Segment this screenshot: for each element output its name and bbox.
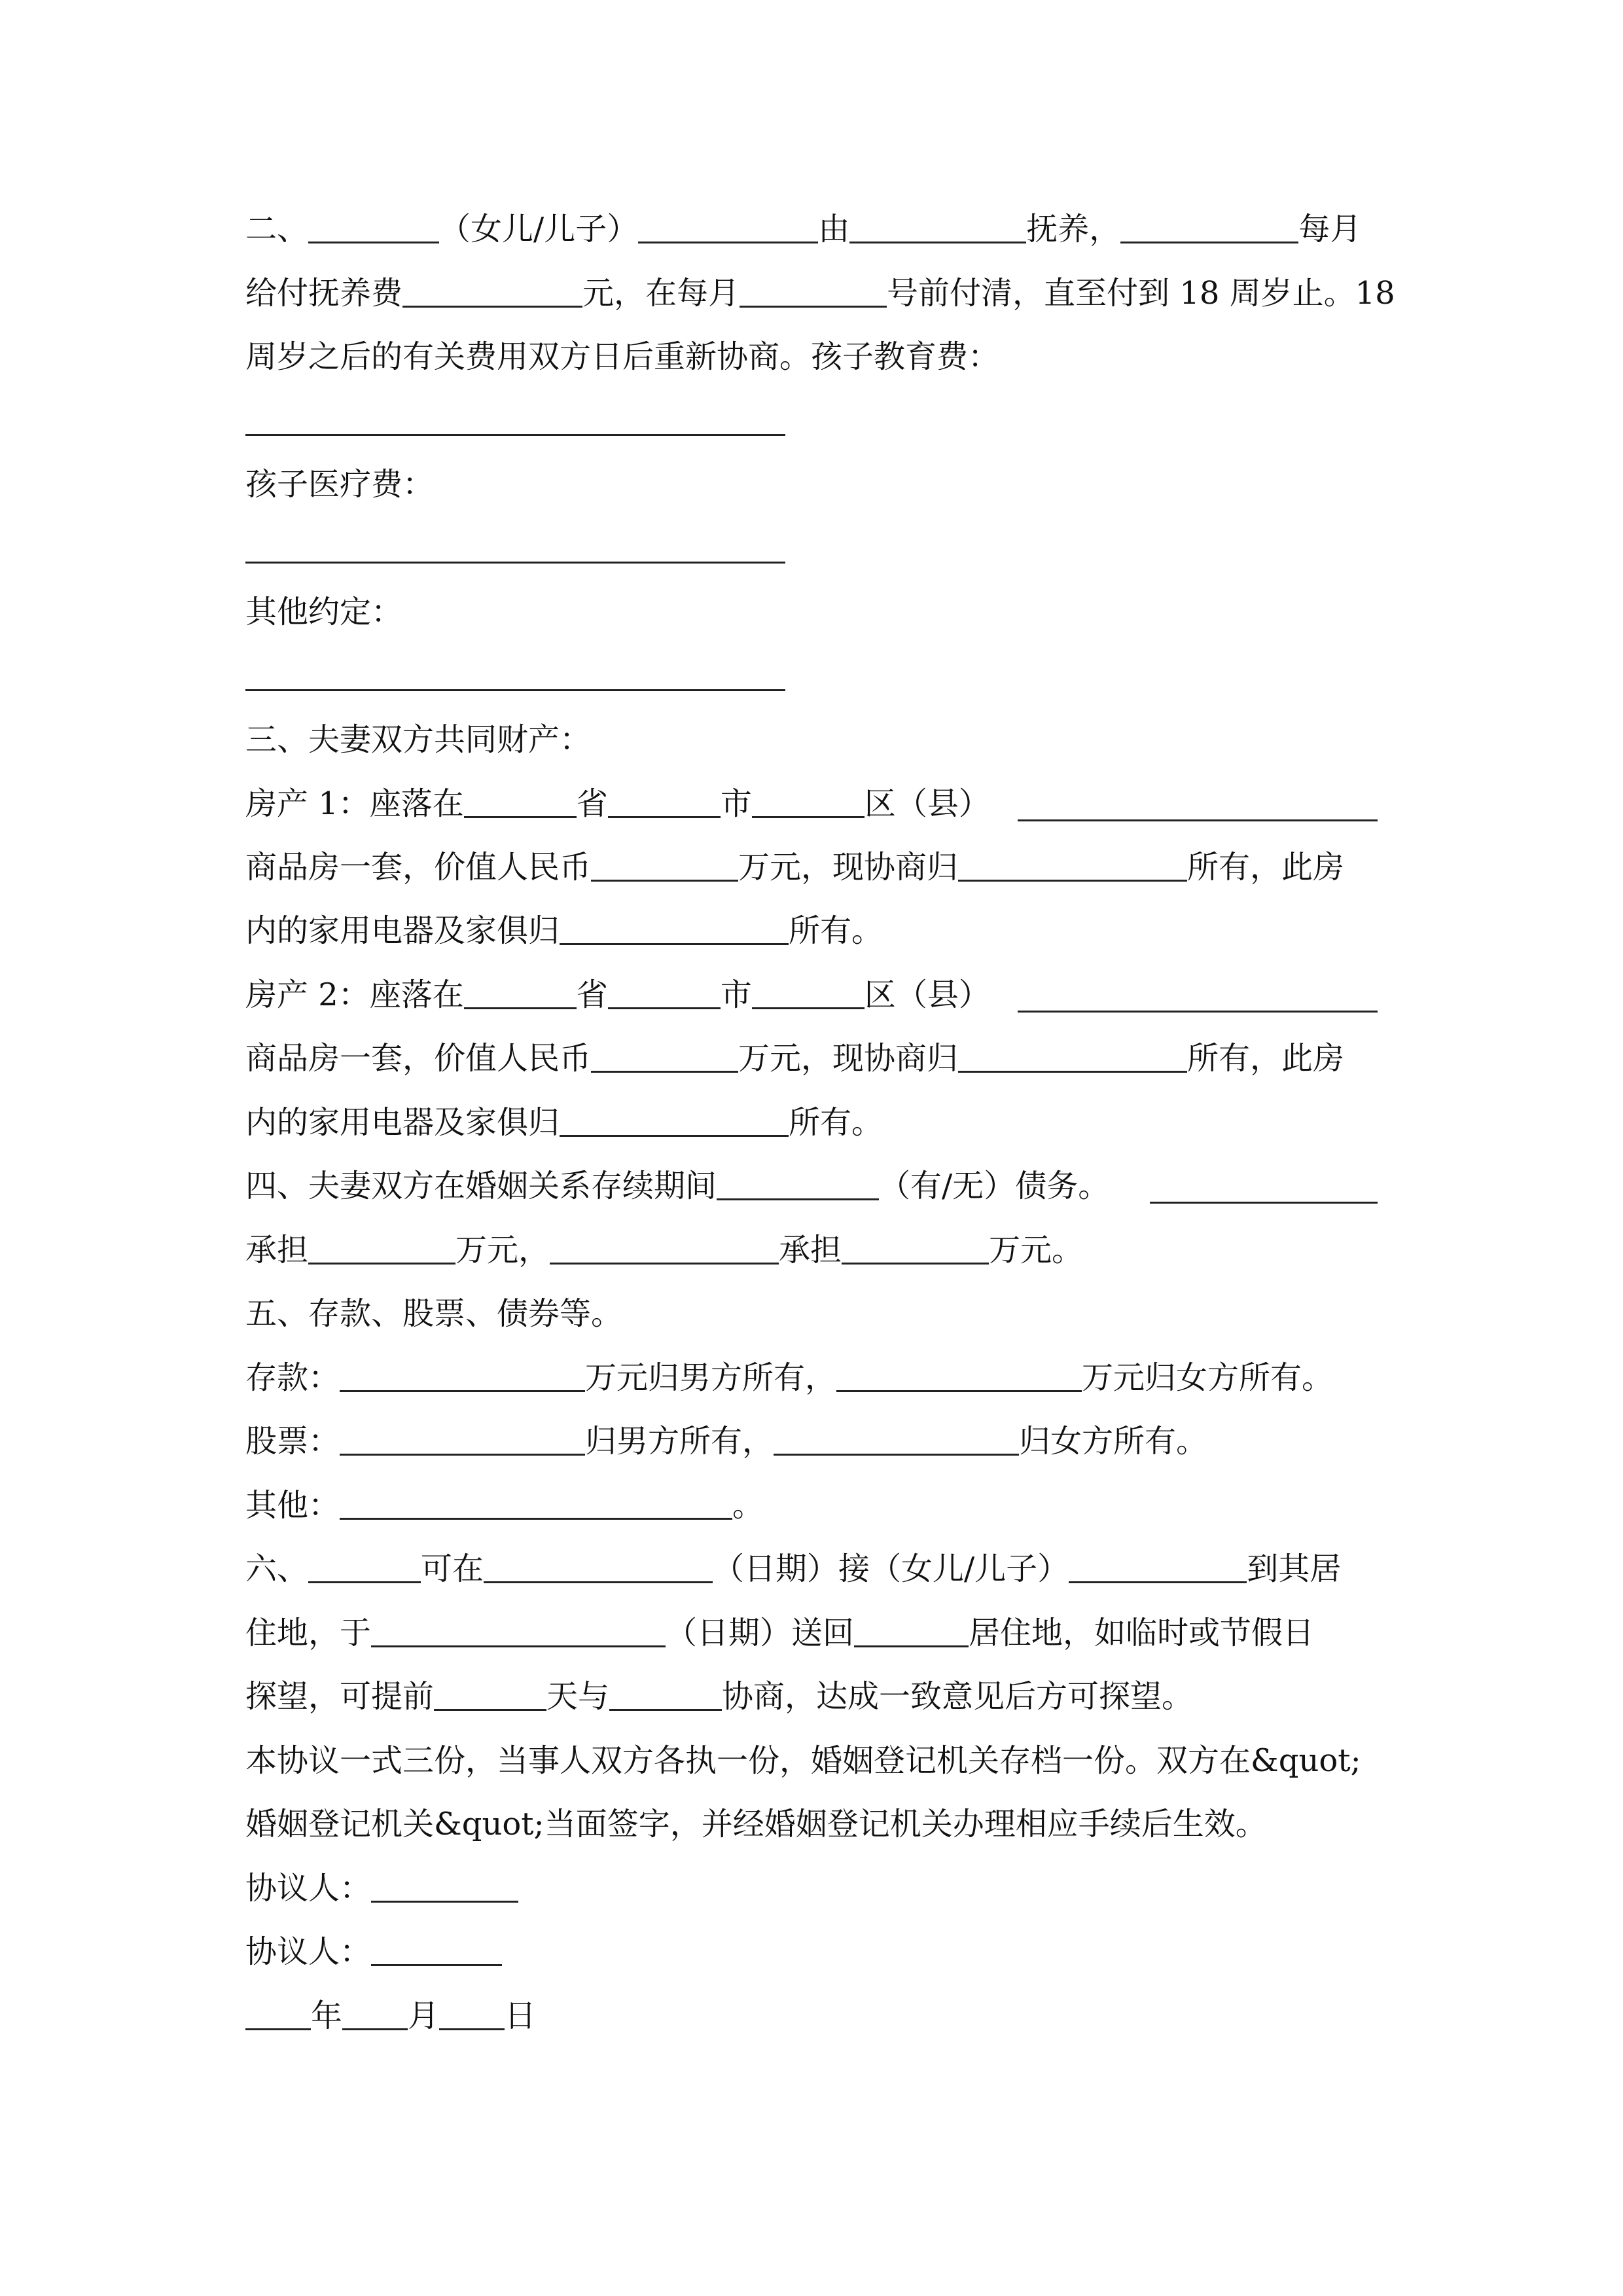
- owner-agreed-label: 万元，现协商归: [738, 1040, 959, 1077]
- blank-property-1-province[interactable]: [464, 786, 577, 818]
- wan-yuan-label: 万元，: [455, 1232, 550, 1268]
- blank-year[interactable]: [245, 1998, 311, 2030]
- blank-child[interactable]: [638, 211, 818, 243]
- blank-property-2-city[interactable]: [608, 977, 721, 1009]
- female-owned-label: 万元归女方所有。: [1082, 1359, 1334, 1396]
- blank-debtor-2[interactable]: [550, 1232, 779, 1265]
- section-6-number: 六、: [245, 1551, 309, 1587]
- custody-line-1: [245, 209, 1361, 249]
- may-label: 可在: [421, 1551, 484, 1587]
- blank-property-1-district[interactable]: [752, 786, 865, 818]
- city-label: 市: [720, 977, 752, 1013]
- monthly-label: 每月: [1298, 211, 1362, 247]
- province-label: 省: [576, 977, 608, 1013]
- section-4-text: 四、夫妻双方在婚姻关系存续期间: [245, 1168, 717, 1204]
- province-label: 省: [576, 785, 608, 822]
- support-fee-label: 给付抚养费: [245, 275, 403, 312]
- blank-return-date[interactable]: [371, 1615, 666, 1647]
- debt-label: （有/无）债务。: [879, 1168, 1110, 1204]
- male-owned-label: 万元归男方所有，: [585, 1359, 837, 1396]
- apartment-value-label: 商品房一套，价值人民币: [245, 849, 592, 886]
- other-label: 其他：: [245, 1487, 340, 1524]
- owned-label: 所有。: [789, 912, 883, 949]
- custody-line-2: [245, 274, 1395, 313]
- blank-property-2-value[interactable]: [591, 1041, 738, 1073]
- raise-label: 抚养，: [1026, 211, 1121, 247]
- blank-property-1-furniture-owner[interactable]: [560, 913, 789, 945]
- stocks-label: 股票：: [245, 1423, 340, 1460]
- visitation-line-1: [245, 1549, 1341, 1588]
- blank-child-visit[interactable]: [1069, 1551, 1247, 1583]
- blank-guardian[interactable]: [849, 211, 1026, 243]
- savings-line: [245, 1358, 1333, 1397]
- blank-other-assets[interactable]: [340, 1488, 732, 1520]
- debt-line: [245, 1166, 1109, 1206]
- pay-until-18-text: 号前付清，直至付到 18 周岁止。18: [887, 275, 1395, 312]
- blank-other-terms[interactable]: [245, 689, 785, 691]
- male-owned-label: 归男方所有，: [585, 1423, 774, 1460]
- signatory-2-line: [245, 1932, 502, 1971]
- education-fee-line: 周岁之后的有关费用双方日后重新协商。孩子教育费：: [245, 338, 1000, 375]
- debt-share-line: [245, 1230, 1083, 1270]
- section-5-heading: 五、存款、股票、债券等。: [245, 1295, 623, 1332]
- blank-debt-amount-2[interactable]: [842, 1232, 989, 1265]
- copies-clause-line-1: 本协议一式三份，当事人双方各执一份，婚姻登记机关存档一份。双方在&quot;: [245, 1742, 1361, 1779]
- blank-property-2-province[interactable]: [464, 977, 577, 1009]
- city-label: 市: [720, 785, 752, 822]
- blank-day[interactable]: [439, 1998, 505, 2030]
- blank-property-2-owner[interactable]: [958, 1041, 1187, 1073]
- blank-signatory-2[interactable]: [371, 1934, 502, 1966]
- blank-debtor-1[interactable]: [1150, 1202, 1378, 1204]
- owned-label: 所有。: [789, 1104, 883, 1141]
- property-2-furniture-line: [245, 1103, 883, 1142]
- blank-stocks-male[interactable]: [340, 1424, 585, 1456]
- furniture-label: 内的家用电器及家俱归: [245, 912, 560, 949]
- consult-label: 协商，达成一致意见后方可探望。: [722, 1678, 1194, 1715]
- blank-debt-amount-1[interactable]: [308, 1232, 455, 1265]
- blank-advance-days[interactable]: [434, 1679, 546, 1711]
- female-owned-label: 归女方所有。: [1019, 1423, 1208, 1460]
- district-label: 区（县）: [864, 977, 990, 1013]
- blank-stocks-female[interactable]: [774, 1424, 1019, 1456]
- blank-support-amount[interactable]: [402, 276, 582, 308]
- blank-pickup-date[interactable]: [484, 1551, 713, 1583]
- property-1-label: 房产 1：座落在: [245, 785, 464, 822]
- ownership-label: 所有，此房: [1187, 849, 1345, 886]
- blank-signatory-1[interactable]: [371, 1871, 518, 1903]
- visitation-line-2: [245, 1613, 1314, 1653]
- property-1-value-line: [245, 848, 1344, 887]
- blank-return-party[interactable]: [854, 1615, 969, 1647]
- stocks-line: [245, 1422, 1207, 1461]
- medical-fee-label: 孩子医疗费：: [245, 466, 435, 503]
- blank-payer[interactable]: [1120, 211, 1298, 243]
- blank-month[interactable]: [342, 1998, 408, 2030]
- signatory-1-line: [245, 1869, 518, 1908]
- bear-label: 承担: [245, 1232, 309, 1268]
- blank-pay-day[interactable]: [740, 276, 887, 308]
- blank-savings-male[interactable]: [340, 1360, 585, 1392]
- blank-visitor[interactable]: [308, 1551, 421, 1583]
- blank-debt-yes-no[interactable]: [717, 1168, 879, 1200]
- signatory-label: 协议人：: [245, 1870, 372, 1907]
- owner-agreed-label: 万元，现协商归: [738, 849, 959, 886]
- property-2-location-line: [245, 975, 990, 1014]
- blank-child-name[interactable]: [308, 211, 439, 243]
- month-label: 月: [408, 1998, 440, 2034]
- property-1-furniture-line: [245, 911, 883, 950]
- copies-clause-line-2: 婚姻登记机关&quot;当面签字，并经婚姻登记机关办理相应手续后生效。: [245, 1806, 1267, 1842]
- blank-medical-fee[interactable]: [245, 562, 785, 564]
- signatory-label: 协议人：: [245, 1933, 372, 1970]
- blank-consult-party[interactable]: [609, 1679, 722, 1711]
- pickup-label: （日期）接（女儿/儿子）: [713, 1551, 1069, 1587]
- blank-property-1-owner[interactable]: [958, 850, 1187, 882]
- blank-savings-female[interactable]: [836, 1360, 1082, 1392]
- period: 。: [732, 1487, 764, 1524]
- date-line: [245, 1996, 536, 2036]
- blank-property-2-district[interactable]: [752, 977, 865, 1009]
- section-3-heading: 三、夫妻双方共同财产：: [245, 721, 592, 758]
- property-2-label: 房产 2：座落在: [245, 977, 464, 1013]
- ownership-label: 所有，此房: [1187, 1040, 1345, 1077]
- visitation-line-3: [245, 1677, 1193, 1716]
- other-terms-label: 其他约定：: [245, 594, 403, 630]
- blank-property-1-address[interactable]: [1018, 819, 1378, 821]
- property-1-location-line: [245, 784, 990, 823]
- residence-on-label: 住地，于: [245, 1615, 372, 1651]
- year-label: 年: [311, 1998, 343, 2034]
- holiday-label: 居住地，如临时或节假日: [969, 1615, 1315, 1651]
- property-2-value-line: [245, 1039, 1344, 1078]
- blank-property-2-address[interactable]: [1018, 1011, 1378, 1013]
- wan-yuan-end-label: 万元。: [989, 1232, 1084, 1268]
- savings-label: 存款：: [245, 1359, 340, 1396]
- advance-label: 探望，可提前: [245, 1678, 435, 1715]
- other-assets-line: [245, 1486, 764, 1525]
- section-2-number: 二、: [245, 211, 309, 247]
- days-with-label: 天与: [546, 1678, 610, 1715]
- apartment-value-label: 商品房一套，价值人民币: [245, 1040, 592, 1077]
- bear-label: 承担: [779, 1232, 842, 1268]
- blank-property-2-furniture-owner[interactable]: [560, 1105, 789, 1137]
- child-type-label: （女儿/儿子）: [439, 211, 639, 247]
- blank-property-1-city[interactable]: [608, 786, 721, 818]
- blank-property-1-value[interactable]: [591, 850, 738, 882]
- blank-education-fee[interactable]: [245, 434, 785, 436]
- day-label: 日: [505, 1998, 537, 2034]
- yuan-each-month-label: 元，在每月: [582, 275, 740, 312]
- return-label: （日期）送回: [666, 1615, 855, 1651]
- district-label: 区（县）: [864, 785, 990, 822]
- furniture-label: 内的家用电器及家俱归: [245, 1104, 560, 1141]
- by-label: 由: [818, 211, 850, 247]
- to-residence-label: 到其居: [1247, 1551, 1342, 1587]
